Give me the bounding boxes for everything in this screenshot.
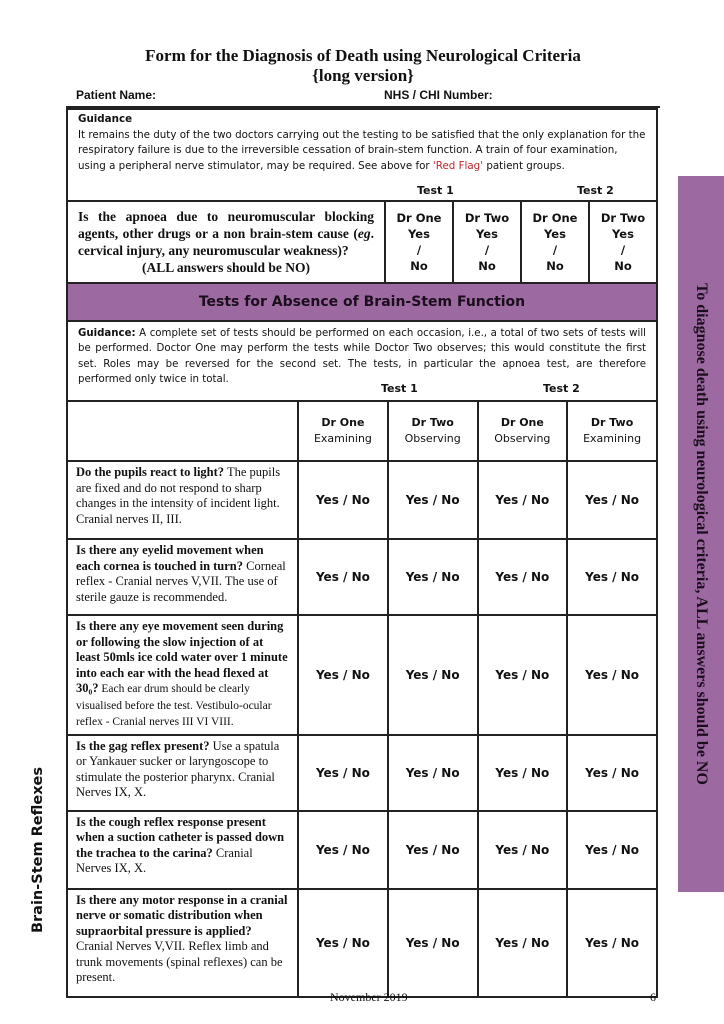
answer-cell[interactable]: Yes / No xyxy=(388,539,478,615)
apnoea-question xyxy=(67,201,385,283)
test-row-gag xyxy=(67,735,657,811)
apnoea-answer-cell[interactable] xyxy=(385,201,453,283)
answer-cell[interactable]: Yes / No xyxy=(478,461,568,539)
nhs-number-label[interactable]: NHS / CHI Number: xyxy=(384,88,493,102)
patient-name-label[interactable]: Patient Name: xyxy=(76,88,157,102)
test2-label: Test 2 xyxy=(577,184,614,197)
no-option[interactable]: No xyxy=(410,259,428,273)
side-left-text: Brain-Stem Reflexes xyxy=(30,766,46,934)
side-instruction-bar xyxy=(678,176,724,892)
answer-cell[interactable]: Yes / No xyxy=(478,615,568,735)
answer-cell[interactable]: Yes / No xyxy=(388,735,478,811)
answer-cell[interactable]: Yes / No xyxy=(298,615,388,735)
section-banner: Tests for Absence of Brain-Stem Function xyxy=(66,284,658,322)
separator: / xyxy=(552,243,558,257)
question-detail: Each ear drum should be clearly visualised before the test. Vestibulo-ocular reflex - Cranial nerves III VI VIII. xyxy=(76,683,272,728)
apnoea-instruction: (ALL answers should be NO) xyxy=(141,260,311,275)
question-bold: Is there any eye movement seen during or following the slow injection of at least 50mls ice cold water over 1 minute into each ear with the head flexed at 30₀? xyxy=(76,619,288,695)
brain-stem-tests-table xyxy=(66,400,658,998)
answer-cell[interactable]: Yes / No xyxy=(478,735,568,811)
footer-date: November 2019 xyxy=(330,990,408,1004)
title-line-1: Form for the Diagnosis of Death using Neurological Criteria xyxy=(145,46,581,65)
test-question xyxy=(67,811,298,889)
title-line-2: {long version} xyxy=(312,66,414,85)
answer-cell[interactable]: Yes / No xyxy=(388,889,478,997)
answer-cell[interactable]: Yes / No xyxy=(298,735,388,811)
tests-test1-label: Test 1 xyxy=(381,382,418,395)
answer-cell[interactable]: Yes / No xyxy=(567,811,657,889)
guidance-heading: Guidance xyxy=(78,113,133,125)
question-detail: Use a spatula or Yankauer sucker or laryngoscope to stimulate the posterior pharynx. Cranial Nerves IX, X. xyxy=(76,738,280,799)
question-detail: Corneal reflex - Cranial nerves V,VII. The use of sterile gauze is recommended. xyxy=(76,558,286,604)
tests-header-row xyxy=(67,401,657,461)
column-role: Observing xyxy=(494,432,551,445)
question-bold: Is the cough reflex response present when a suction catheter is passed down the trachea to the carina? xyxy=(76,814,285,860)
test-question xyxy=(67,735,298,811)
apnoea-question-text: Is the apnoea due to neuromuscular blocking agents, other drugs or a non brain-stem cause ( xyxy=(78,209,374,241)
no-option[interactable]: No xyxy=(614,259,632,273)
answer-cell[interactable]: Yes / No xyxy=(567,461,657,539)
separator: / xyxy=(416,243,422,257)
question-detail: Cranial Nerves V,VII. Reflex limb and trunk movements (spinal reflexes) can be present. xyxy=(76,939,283,984)
guidance-text xyxy=(78,128,646,175)
tests-test2-label: Test 2 xyxy=(543,382,580,395)
header-blank xyxy=(67,401,298,461)
no-option[interactable]: No xyxy=(546,259,564,273)
tests-guidance-text: A complete set of tests should be performed on each occasion, i.e., a total of two sets of tests will be performed. Doctor One may perform the tests while Doctor Two observes; this would constitute the first set. Roles may be reversed for the second set. The tests, in particular the apnoea test, are therefore performed only twice in total. xyxy=(78,328,646,386)
doctor-label: Dr Two xyxy=(600,211,646,225)
apnoea-question-rest: . cervical injury, any neuromuscular weakness)? xyxy=(78,226,374,258)
apnoea-answer-cell[interactable] xyxy=(521,201,589,283)
guidance-box xyxy=(66,108,658,204)
apnoea-eg: eg xyxy=(357,226,371,241)
red-flag-text: 'Red Flag' xyxy=(432,159,484,172)
yes-option[interactable]: Yes xyxy=(612,227,634,241)
answer-cell[interactable]: Yes / No xyxy=(298,461,388,539)
separator: / xyxy=(484,243,490,257)
test-row-corneal xyxy=(67,539,657,615)
column-header xyxy=(478,401,568,461)
column-header xyxy=(567,401,657,461)
question-bold: Do the pupils react to light? xyxy=(76,465,225,479)
answer-cell[interactable]: Yes / No xyxy=(298,889,388,997)
question-bold: Is there any motor response in a cranial nerve or somatic distribution when supraorbital pressure is applied? xyxy=(76,892,288,938)
test-question xyxy=(67,889,298,997)
apnoea-answer-cell[interactable] xyxy=(589,201,657,283)
answer-cell[interactable]: Yes / No xyxy=(388,615,478,735)
page-number: 6 xyxy=(650,990,656,1004)
test1-label: Test 1 xyxy=(417,184,454,197)
test-row-vestibulo-ocular xyxy=(67,615,657,735)
column-doctor: Dr Two xyxy=(590,416,634,429)
doctor-label: Dr Two xyxy=(464,211,510,225)
brain-stem-reflexes-label xyxy=(18,700,58,1000)
guidance-tail: patient groups. xyxy=(483,159,565,172)
question-detail: Cranial Nerves IX, X. xyxy=(76,845,253,875)
question-detail: The pupils are fixed and do not respond to sharp changes in the intensity of incident light. Cranial nerves II, III. xyxy=(76,465,281,526)
question-bold: Is the gag reflex present? xyxy=(76,738,210,753)
separator: / xyxy=(620,243,626,257)
no-option[interactable]: No xyxy=(478,259,496,273)
answer-cell[interactable]: Yes / No xyxy=(567,615,657,735)
form-title xyxy=(66,46,660,86)
guidance-body: It remains the duty of the two doctors carrying out the testing to be satisfied that the only explanation for the respiratory failure is due to the irreversible cessation of brain-stem function. A train of four examination, using a peripheral nerve stimulator, may be required. See above for xyxy=(78,128,646,172)
doctor-label: Dr One xyxy=(396,211,442,225)
column-doctor: Dr Two xyxy=(411,416,454,429)
column-header xyxy=(388,401,478,461)
test-question xyxy=(67,539,298,615)
answer-cell[interactable]: Yes / No xyxy=(478,811,568,889)
column-role: Examining xyxy=(583,432,642,445)
question-bold: Is there any eyelid movement when each cornea is touched in turn? xyxy=(76,543,264,573)
test-question xyxy=(67,461,298,539)
answer-cell[interactable]: Yes / No xyxy=(298,811,388,889)
test-row-pupils xyxy=(67,461,657,539)
test-question xyxy=(67,615,298,735)
answer-cell[interactable]: Yes / No xyxy=(567,539,657,615)
side-right-text: To diagnose death using neurological criteria, ALL answers should be NO xyxy=(693,283,710,785)
test-row-motor xyxy=(67,889,657,997)
answer-cell[interactable]: Yes / No xyxy=(388,811,478,889)
answer-cell[interactable]: Yes / No xyxy=(478,889,568,997)
column-doctor: Dr One xyxy=(500,416,544,429)
tests-guidance-label: Guidance: xyxy=(78,328,136,339)
doctor-label: Dr One xyxy=(532,211,578,225)
patient-info-row xyxy=(66,88,660,108)
test-row-cough xyxy=(67,811,657,889)
apnoea-question-table xyxy=(66,200,658,284)
column-doctor: Dr One xyxy=(321,416,365,429)
yes-option[interactable]: Yes xyxy=(544,227,566,241)
column-role: Examining xyxy=(313,432,372,445)
answer-cell[interactable]: Yes / No xyxy=(478,539,568,615)
answer-cell[interactable]: Yes / No xyxy=(388,461,478,539)
yes-option[interactable]: Yes xyxy=(408,227,430,241)
yes-option[interactable]: Yes xyxy=(476,227,498,241)
answer-cell[interactable]: Yes / No xyxy=(567,735,657,811)
apnoea-answer-cell[interactable] xyxy=(453,201,521,283)
answer-cell[interactable]: Yes / No xyxy=(567,889,657,997)
column-header xyxy=(298,401,388,461)
column-role: Observing xyxy=(404,432,461,445)
answer-cell[interactable]: Yes / No xyxy=(298,539,388,615)
